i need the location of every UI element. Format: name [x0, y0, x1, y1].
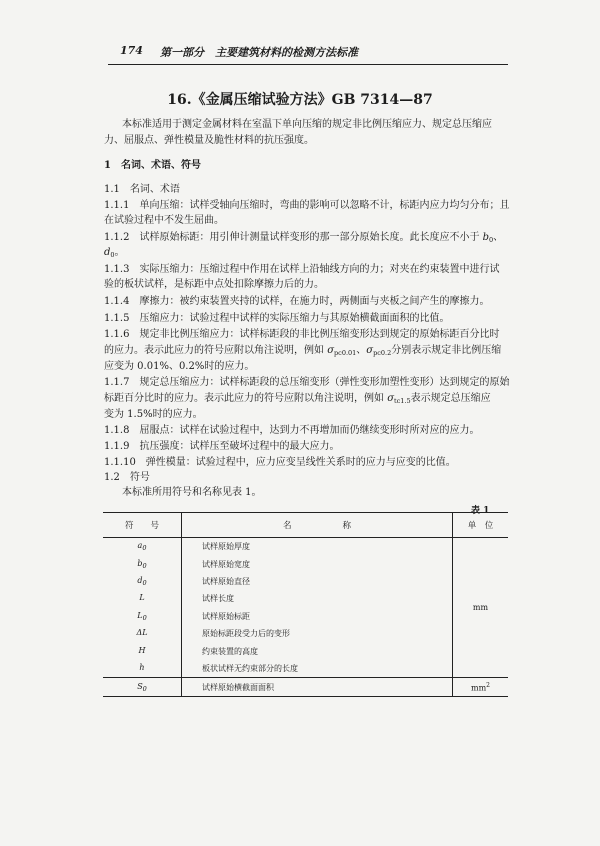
unit-cell: mm	[472, 603, 489, 613]
symbol: L	[139, 593, 145, 603]
document-title: 16.《金属压缩试验方法》GB 7314—87	[167, 92, 433, 108]
name-cell: 试样原始横截面面积	[182, 678, 453, 697]
table-row	[103, 642, 508, 659]
term-1-1-7-text: 表示规定总压缩应	[410, 393, 491, 404]
table-row	[103, 590, 508, 607]
header-symbol: 符 号	[103, 513, 182, 538]
header-unit: 单 位	[453, 513, 509, 538]
name-cell: 约束装置的高度	[182, 642, 453, 659]
section-heading-1-1: 1.1 名词、术语	[104, 184, 180, 195]
sigma-symbol: σ	[366, 345, 374, 356]
term-1-1-7-line-2	[104, 392, 491, 408]
sigma-subscript: pc0.2	[373, 349, 392, 357]
separator: 、	[356, 345, 367, 356]
term-1-1-6-line-2	[104, 344, 501, 360]
table-row	[103, 625, 508, 642]
sigma-subscript: pc0.01	[334, 349, 357, 357]
symbol-cell	[103, 660, 182, 678]
term-1-1-6-line-3: 应变为 0.01%、0.2%时的应力。	[104, 361, 255, 372]
symbol-b: b	[482, 232, 490, 243]
table-row	[103, 538, 508, 556]
running-title: 第一部分 主要建筑材料的检测方法标准	[160, 46, 358, 59]
name-cell: 试样原始厚度	[182, 538, 453, 556]
term-1-1-5: 1.1.5 压缩应力：试验过程中试样的实际压缩力与其原始横截面面积的比值。	[104, 313, 450, 324]
symbol: ΔL	[136, 628, 148, 638]
term-1-1-3-line-1: 1.1.3 实际压缩力：压缩过程中作用在试样上沿轴线方向的力；对夹在约束装置中进行试	[104, 264, 500, 275]
term-1-1-9: 1.1.9 抗压强度：试样压至破坏过程中的最大应力。	[104, 441, 340, 452]
symbol-sub: 0	[142, 544, 147, 553]
header-name: 名 称	[182, 513, 453, 538]
term-1-1-1-line-1: 1.1.1 单向压缩：试样受轴向压缩时，弯曲的影响可以忽略不计，标距内应力均匀分布；且	[104, 200, 510, 211]
symbol-sub: 0	[142, 578, 147, 587]
section-heading-1: 1 名词、术语、符号	[104, 160, 201, 171]
term-1-1-3-line-2: 验的板状试样，是标距中点处扣除摩擦力后的力。	[104, 279, 324, 290]
term-1-1-6-line-1: 1.1.6 规定非比例压缩应力：试样标距段的非比例压缩变形达到规定的原始标距百分比时	[104, 329, 500, 340]
symbol: b	[137, 558, 143, 568]
symbol-sub: 0	[142, 613, 147, 622]
sigma-subscript: tc1.5	[394, 397, 411, 405]
symbols-table	[103, 512, 508, 697]
unit-cell	[453, 678, 509, 697]
name-cell: 试样原始标距	[182, 608, 453, 625]
table-row	[103, 555, 508, 572]
table-row	[103, 608, 508, 625]
term-1-1-10: 1.1.10 弹性模量：试验过程中，应力应变呈线性关系时的应力与应变的比值。	[104, 457, 456, 468]
table-row	[103, 678, 508, 697]
term-1-1-7-line-1: 1.1.7 规定总压缩应力：试样标距段的总压缩变形（弹性变形加塑性变形）达到规定的原始	[104, 377, 510, 388]
symbol-cell	[103, 642, 182, 659]
sigma-symbol: σ	[387, 393, 395, 404]
intro-line-2: 力、屈服点、弹性模量及脆性材料的抗压强度。	[104, 135, 314, 146]
symbol: S	[137, 681, 143, 691]
page-number: 174	[120, 44, 143, 57]
name-cell: 原始标距段受力后的变形	[182, 625, 453, 642]
term-1-1-2-line-2	[104, 246, 125, 262]
symbol: d	[137, 575, 143, 585]
section-heading-1-2: 1.2 符号	[104, 472, 150, 483]
name-cell: 试样原始宽度	[182, 555, 453, 572]
term-1-1-1-line-2: 在试验过程中不发生屈曲。	[104, 215, 224, 226]
symbol-cell	[103, 625, 182, 642]
name-cell: 试样长度	[182, 590, 453, 607]
table-caption: 表 1	[471, 506, 490, 516]
symbol-cell	[103, 538, 182, 556]
symbol-d: d	[104, 247, 111, 258]
table-header-row	[103, 513, 508, 538]
term-1-1-7-text: 标距百分比时的应力。表示此应力的符号应附以角注说明，例如	[104, 393, 388, 404]
term-1-1-7-line-3: 变为 1.5%时的应力。	[104, 409, 203, 420]
symbol-cell	[103, 573, 182, 590]
intro-line-1: 本标准适用于测定金属材料在室温下单向压缩的规定非比例压缩应力、规定总压缩应	[122, 119, 492, 130]
header-rule	[108, 64, 508, 65]
symbol-sub: 0	[489, 236, 494, 244]
period: 。	[114, 247, 125, 258]
symbol-cell	[103, 590, 182, 607]
symbol: H	[138, 645, 146, 655]
unit-superscript: 2	[486, 681, 490, 689]
symbol: L	[137, 610, 143, 620]
name-cell: 板状试样无约束部分的长度	[182, 660, 453, 678]
term-1-1-4: 1.1.4 摩擦力：被约束装置夹持的试样，在施力时，两侧面与夹板之间产生的摩擦力。	[104, 296, 490, 307]
symbol-cell	[103, 555, 182, 572]
term-1-1-2-text: 1.1.2 试样原始标距：用引伸计测量试样变形的那一部分原始长度。此长度应不小于	[104, 232, 483, 243]
symbol-sub: 0	[142, 561, 147, 570]
term-1-1-8: 1.1.8 屈服点：试样在试验过程中，达到力不再增加而仍继续变形时所对应的应力。	[104, 425, 480, 436]
term-1-1-6-text: 的应力。表示此应力的符号应附以角注说明，例如	[104, 345, 328, 356]
separator: 、	[493, 232, 504, 243]
table-row	[103, 573, 508, 590]
name-cell: 试样原始直径	[182, 573, 453, 590]
unit-text: mm	[471, 683, 487, 693]
symbol-sub: 0	[110, 251, 115, 259]
term-1-1-6-text: 分别表示规定非比例压缩	[391, 345, 502, 356]
symbol: a	[137, 541, 143, 551]
table-row	[103, 660, 508, 678]
term-1-1-2-line-1	[104, 231, 503, 247]
symbol-sub: 0	[142, 684, 147, 693]
symbol-cell	[103, 678, 182, 697]
section-1-2-text: 本标准所用符号和名称见表 1。	[122, 487, 262, 498]
symbol-cell	[103, 608, 182, 625]
symbol: h	[139, 662, 145, 672]
running-header	[108, 42, 508, 64]
sigma-symbol: σ	[327, 345, 335, 356]
